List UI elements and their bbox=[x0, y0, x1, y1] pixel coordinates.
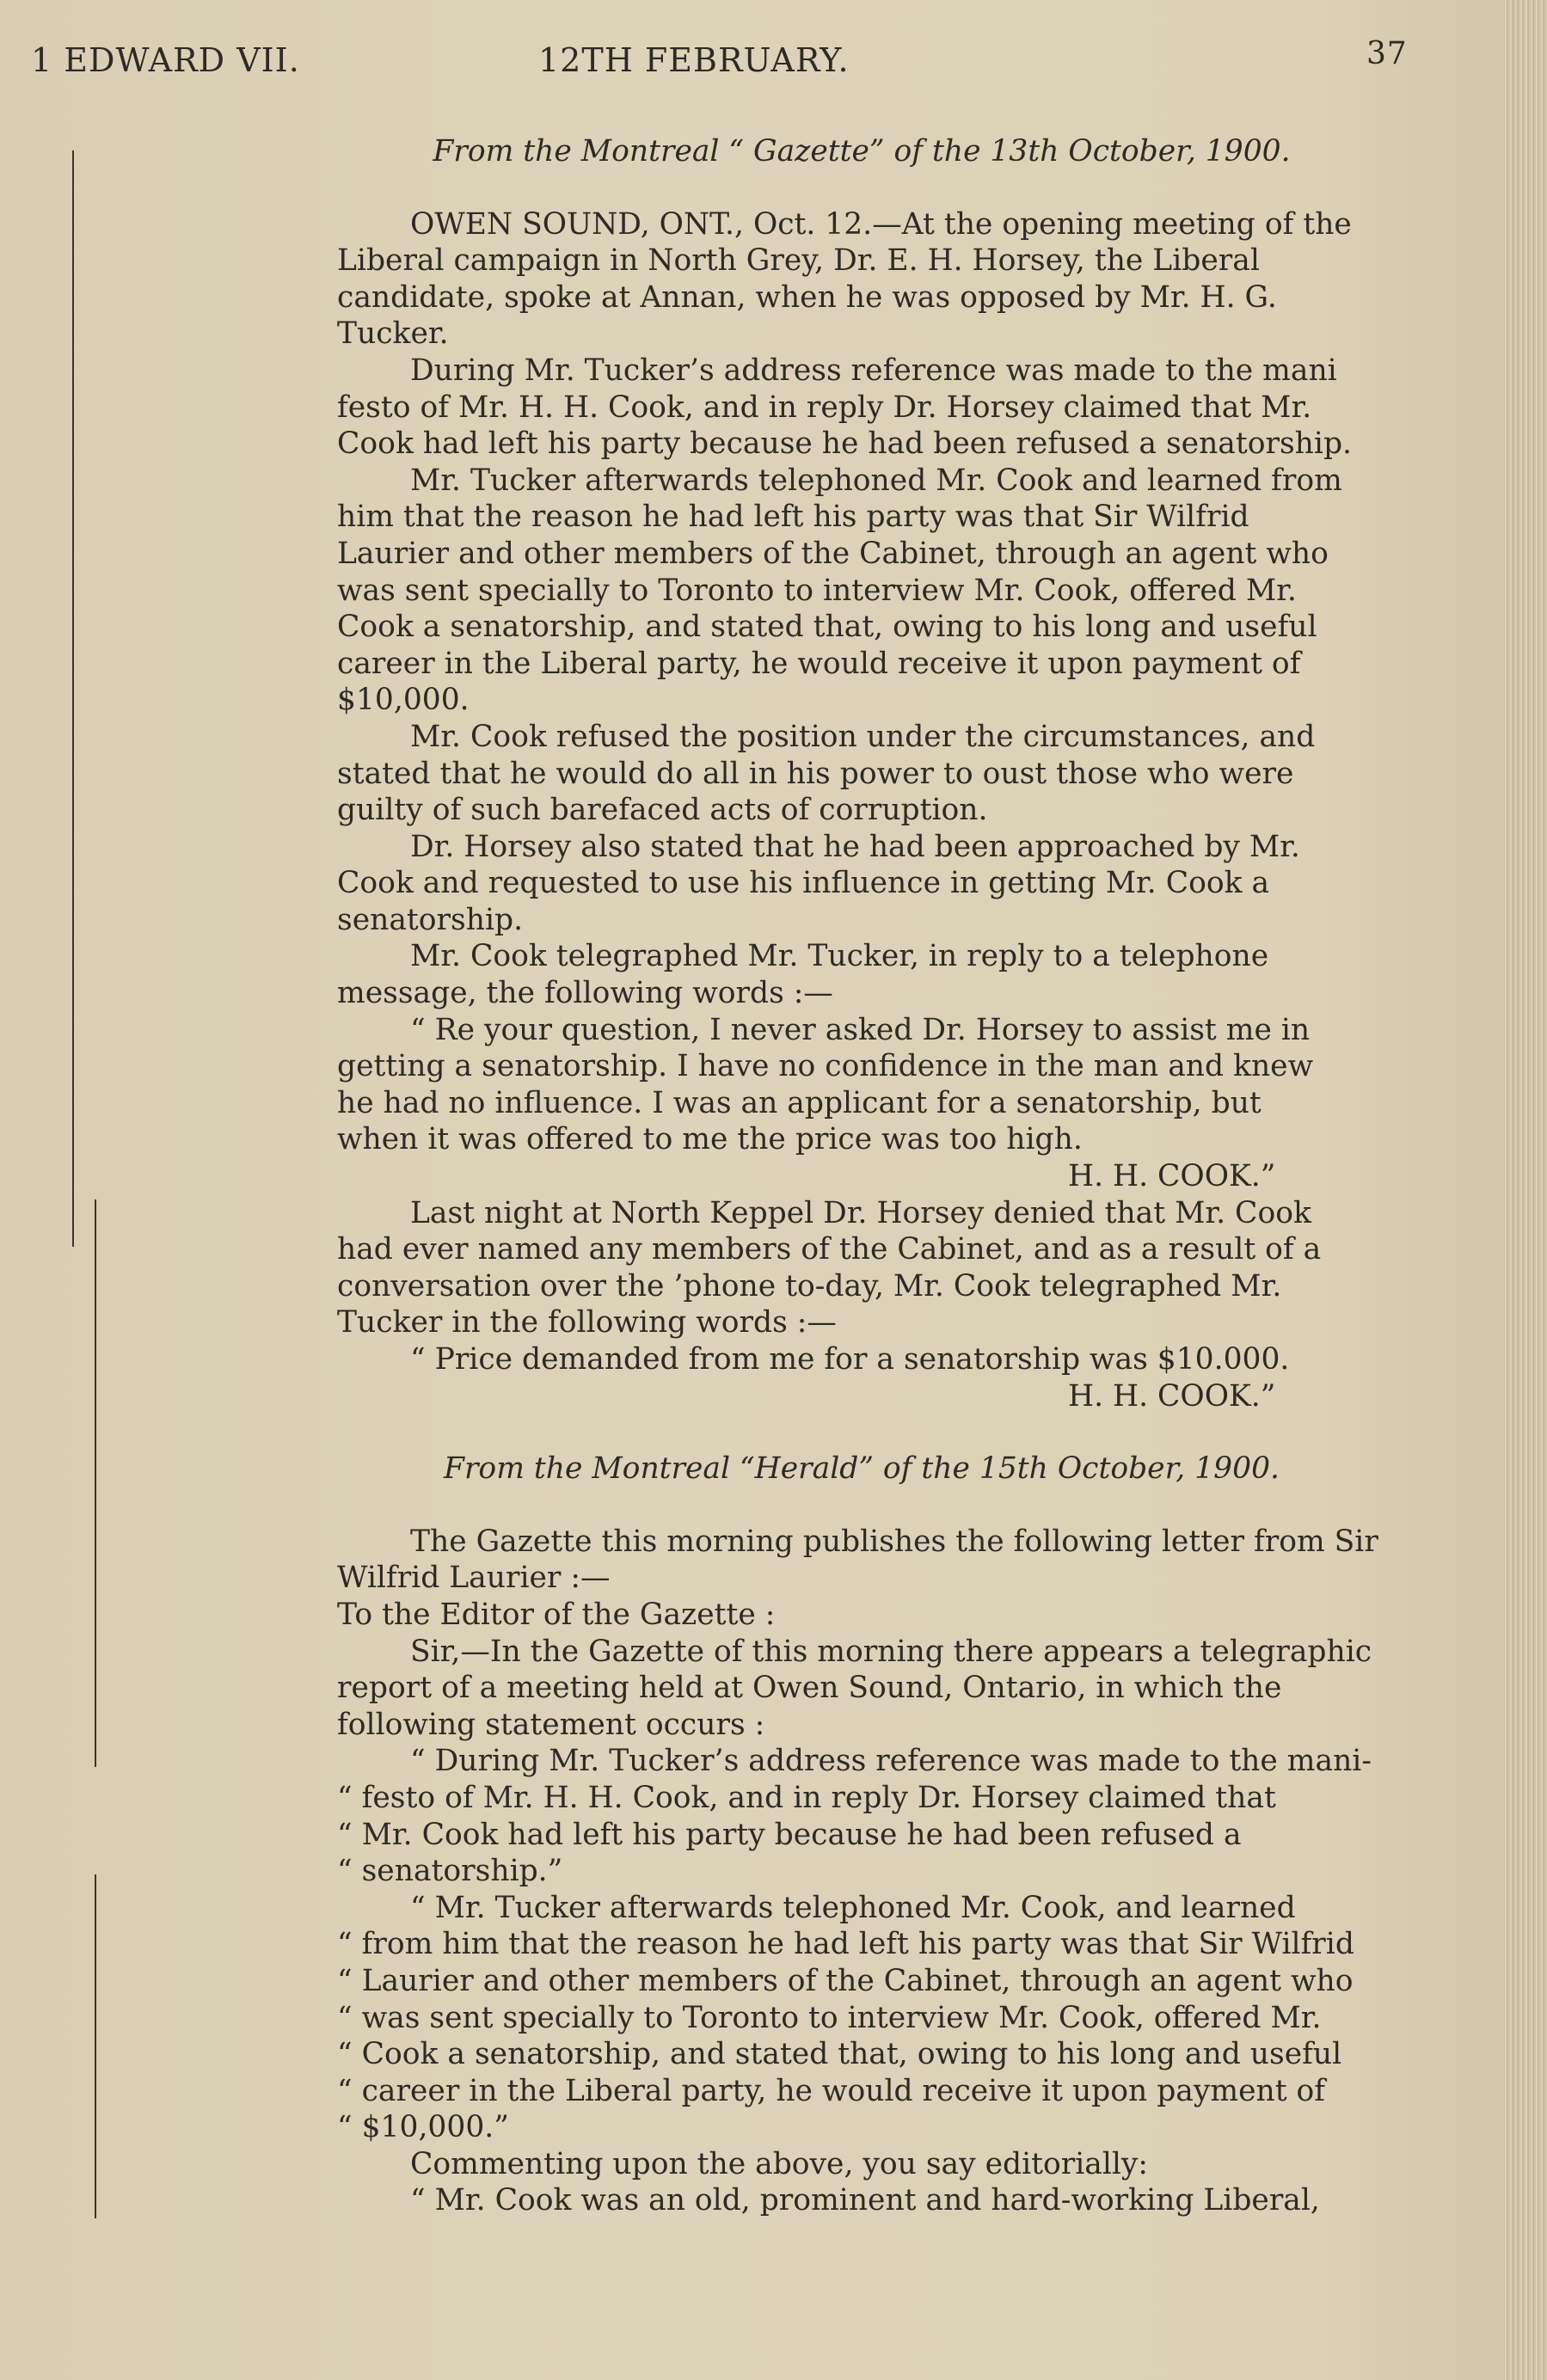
text-line: “ senatorship.” bbox=[337, 1854, 563, 1889]
section-heading-gazette: From the Montreal “ Gazette” of the 13th October, 1900. bbox=[433, 134, 1291, 169]
text-line: had ever named any members of the Cabinet, and as a result of a bbox=[337, 1232, 1322, 1267]
spacer bbox=[337, 1488, 1386, 1524]
text-line: “ Re your question, I never asked Dr. Horsey to assist me in bbox=[410, 1012, 1311, 1047]
text-line: Mr. Cook refused the position under the circumstances, and bbox=[410, 719, 1316, 754]
text-line: following statement occurs : bbox=[337, 1707, 765, 1742]
text-line: “ from him that the reason he had left his party was that Sir Wilfrid bbox=[337, 1927, 1354, 1962]
text-line: “ Mr. Cook was an old, prominent and hard-working Liberal, bbox=[410, 2183, 1320, 2218]
text-line: “ Mr. Tucker afterwards telephoned Mr. Cook, and learned bbox=[410, 1890, 1296, 1925]
text-line: “ Cook a senatorship, and stated that, owing to his long and useful bbox=[337, 2037, 1342, 2072]
text-line: “ festo of Mr. H. H. Cook, and in reply Dr. Horsey claimed that bbox=[337, 1780, 1276, 1815]
text-line: “ career in the Liberal party, he would receive it upon payment of bbox=[337, 2073, 1326, 2108]
text-line: Laurier and other members of the Cabinet, through an agent who bbox=[337, 536, 1329, 571]
text-line: Tucker. bbox=[337, 316, 449, 352]
text-line: “ During Mr. Tucker’s address reference was made to the mani- bbox=[410, 1744, 1372, 1779]
text-line: “ Laurier and other members of the Cabinet, through an agent who bbox=[337, 1963, 1354, 1998]
text-line: Last night at North Keppel Dr. Horsey denied that Mr. Cook bbox=[410, 1195, 1311, 1230]
text-line: “ $10,000.” bbox=[337, 2110, 509, 2145]
text-line: Mr. Cook telegraphed Mr. Tucker, in reply to a telephone bbox=[410, 939, 1269, 974]
section-heading-herald: From the Montreal “Herald” of the 15th October, 1900. bbox=[444, 1451, 1280, 1487]
text-line: report of a meeting held at Owen Sound, Ontario, in which the bbox=[337, 1671, 1282, 1706]
text-line: was sent specially to Toronto to interview Mr. Cook, offered Mr. bbox=[337, 573, 1297, 608]
text-line: festo of Mr. H. H. Cook, and in reply Dr. Horsey claimed that Mr. bbox=[337, 390, 1312, 425]
text-line: when it was offered to me the price was too high. bbox=[337, 1122, 1083, 1157]
text-line: message, the following words :— bbox=[337, 976, 833, 1011]
text-line: “ was sent specially to Toronto to interview Mr. Cook, offered Mr. bbox=[337, 2000, 1322, 2035]
text-line: Sir,—In the Gazette of this morning there appears a telegraphic bbox=[410, 1634, 1372, 1669]
margin-rule-middle bbox=[95, 1199, 96, 1767]
text-line: candidate, spoke at Annan, when he was opposed by Mr. H. G. bbox=[337, 279, 1277, 315]
header-session: 1 EDWARD VII. bbox=[31, 41, 300, 79]
text-line: guilty of such barefaced acts of corruption. bbox=[337, 793, 988, 828]
running-header bbox=[31, 36, 1408, 93]
text-line: he had no influence. I was an applicant for a senatorship, but bbox=[337, 1085, 1262, 1120]
text-line: The Gazette this morning publishes the following letter from Sir bbox=[410, 1524, 1378, 1559]
text-line: Cook had left his party because he had been refused a senatorship. bbox=[337, 426, 1352, 462]
section-gazette-body bbox=[337, 206, 1386, 1415]
page-edge bbox=[1504, 0, 1547, 2380]
text-line: Dr. Horsey also stated that he had been approached by Mr. bbox=[410, 829, 1300, 864]
text-line: conversation over the ’phone to-day, Mr. Cook telegraphed Mr. bbox=[337, 1268, 1282, 1303]
text-line: During Mr. Tucker’s address reference was made to the mani bbox=[410, 353, 1337, 388]
text-line: getting a senatorship. I have no confidence in the man and knew bbox=[337, 1049, 1314, 1084]
text-line: Commenting upon the above, you say editorially: bbox=[410, 2146, 1149, 2181]
text-column bbox=[337, 133, 1386, 2219]
text-line: senatorship. bbox=[337, 902, 524, 937]
text-line: career in the Liberal party, he would receive it upon payment of bbox=[337, 646, 1301, 681]
text-line: stated that he would do all in his power to oust those who were bbox=[337, 756, 1294, 791]
text-line: Wilfrid Laurier :— bbox=[337, 1561, 611, 1596]
text-line: OWEN SOUND, ONT., Oct. 12.—At the opening meeting of the bbox=[410, 206, 1352, 242]
text-line: “ Mr. Cook had left his party because he had been refused a bbox=[337, 1817, 1242, 1852]
text-line: Tucker in the following words :— bbox=[337, 1305, 837, 1340]
margin-rule-top bbox=[72, 150, 74, 1247]
section-herald-body bbox=[337, 1524, 1386, 2219]
text-line: $10,000. bbox=[337, 683, 470, 718]
header-date: 12TH FEBRUARY. bbox=[538, 41, 850, 79]
text-line: Cook and requested to use his influence in getting Mr. Cook a bbox=[337, 866, 1270, 901]
text-line: Cook a senatorship, and stated that, owing to his long and useful bbox=[337, 610, 1317, 645]
margin-rule-bottom bbox=[95, 1874, 96, 2218]
text-line: “ Price demanded from me for a senatorship was $10.000. bbox=[410, 1342, 1290, 1377]
text-line: Mr. Tucker afterwards telephoned Mr. Cook and learned from bbox=[410, 463, 1342, 498]
text-line: Liberal campaign in North Grey, Dr. E. H. Horsey, the Liberal bbox=[337, 243, 1260, 279]
text-line: him that the reason he had left his party was that Sir Wilfrid bbox=[337, 500, 1249, 535]
spacer bbox=[337, 170, 1386, 206]
text-line: To the Editor of the Gazette : bbox=[337, 1597, 776, 1632]
page-number: 37 bbox=[1366, 36, 1408, 71]
spacer bbox=[337, 1414, 1386, 1451]
text-line: H. H. COOK.” bbox=[1068, 1378, 1276, 1414]
text-line: H. H. COOK.” bbox=[1068, 1159, 1276, 1194]
